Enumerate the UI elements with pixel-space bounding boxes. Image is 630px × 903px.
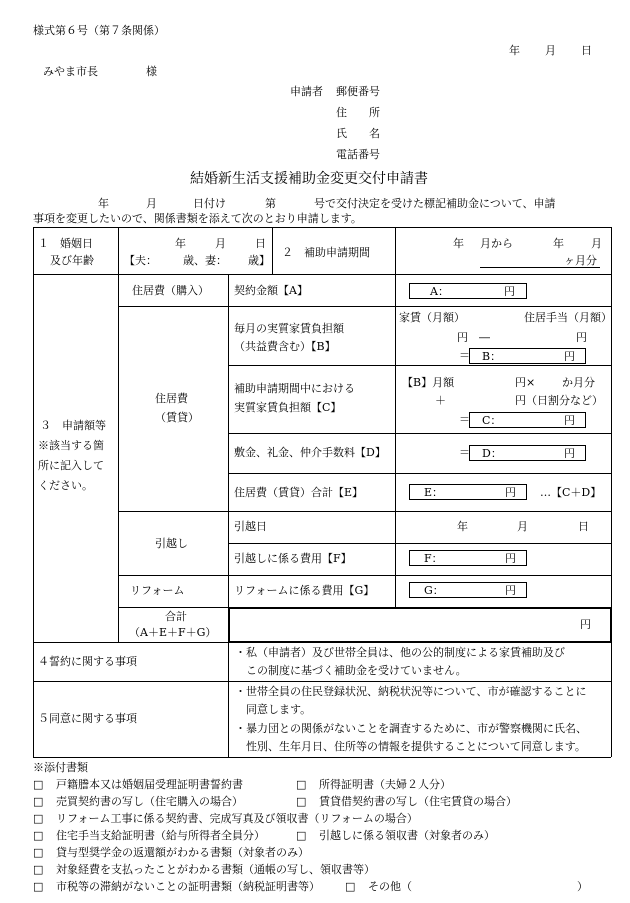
marriage-label-age: 及び年齢 bbox=[50, 254, 94, 267]
attachment-income-certificate: 所得証明書（夫婦２人分） bbox=[319, 778, 451, 791]
rent-category-sub: （賃貸） bbox=[155, 411, 199, 424]
attachment-other: その他（ bbox=[368, 880, 412, 893]
b-eq: ＝ bbox=[459, 349, 470, 362]
intro-number-prefix: 第 bbox=[265, 197, 276, 210]
date-month-unit: 月 bbox=[545, 44, 556, 57]
section3-note1: ※該当する箇 bbox=[38, 439, 104, 452]
consent-line2: 同意します。 bbox=[246, 703, 312, 716]
document-title: 結婚新生活支援補助金変更交付申請書 bbox=[190, 171, 428, 187]
box-a[interactable] bbox=[409, 283, 527, 299]
b-item-sub: （共益費含む）【B】 bbox=[234, 340, 336, 353]
box-g[interactable] bbox=[409, 582, 527, 598]
intro-line1-text: 号で交付決定を受けた標記補助金について、申請 bbox=[314, 197, 556, 210]
attachment-moving-receipt: 引越しに係る領収書（対象者のみ） bbox=[319, 829, 495, 842]
section3-label: ３ 申請額等 bbox=[40, 419, 106, 432]
checkbox[interactable]: □ bbox=[296, 778, 307, 791]
addressee-suffix: 様 bbox=[146, 65, 157, 78]
marriage-month-unit: 月 bbox=[215, 237, 226, 250]
applicant-label: 申請者 bbox=[290, 85, 323, 98]
period-to-month: 月 bbox=[591, 237, 602, 250]
applicant-phone-label: 電話番号 bbox=[336, 148, 380, 161]
moving-category: 引越し bbox=[155, 537, 188, 550]
checkbox[interactable]: □ bbox=[33, 863, 44, 876]
consent-line1: ・世帯全員の住民登録状況、納税状況等について、市が確認することに bbox=[235, 685, 587, 698]
b-header-rent: 家賃（月額） bbox=[399, 311, 465, 324]
box-d-unit: 円 bbox=[564, 447, 575, 460]
intro-line2: 事項を変更したいので、関係書類を添えて次のとおり申請します。 bbox=[33, 212, 362, 225]
moving-year-unit: 年 bbox=[457, 520, 468, 533]
attachment-other-close: ） bbox=[577, 880, 588, 893]
box-a-unit: 円 bbox=[504, 285, 515, 298]
checkbox[interactable]: □ bbox=[33, 880, 44, 893]
period-label: ２ 補助申請期間 bbox=[282, 246, 370, 259]
purchase-item: 契約金額【A】 bbox=[234, 284, 308, 297]
box-b[interactable] bbox=[469, 348, 586, 364]
b-calc-allowance: 円 bbox=[576, 331, 587, 344]
c-calc-b: 【B】月額 bbox=[402, 376, 455, 389]
box-e-unit: 円 bbox=[505, 486, 516, 499]
date-year-unit: 年 bbox=[509, 44, 520, 57]
rent-category: 住居費 bbox=[155, 392, 188, 405]
addressee: みやま市長 bbox=[43, 65, 98, 78]
box-d-label: D： bbox=[482, 447, 502, 460]
intro-date: 日付け bbox=[193, 197, 226, 210]
b-calc-rent: 円 ― bbox=[457, 331, 490, 344]
marriage-year-unit: 年 bbox=[175, 237, 186, 250]
f-item: 引越しに係る費用【F】 bbox=[234, 552, 352, 565]
checkbox[interactable]: □ bbox=[296, 795, 307, 808]
age-end: 歳】 bbox=[248, 254, 270, 267]
box-b-label: B： bbox=[482, 350, 502, 363]
c-calc-plus: ＋ bbox=[435, 394, 446, 407]
total-amount-field[interactable] bbox=[228, 607, 612, 643]
intro-year: 年 bbox=[98, 197, 109, 210]
b-item: 毎月の実質家賃負担額 bbox=[234, 322, 344, 335]
c-item: 補助申請期間中における bbox=[234, 382, 355, 395]
moving-date-item: 引越日 bbox=[234, 520, 267, 533]
consent-label: ５同意に関する事項 bbox=[38, 712, 137, 725]
box-f[interactable] bbox=[409, 550, 527, 566]
checkbox[interactable]: □ bbox=[33, 812, 44, 825]
box-g-unit: 円 bbox=[505, 584, 516, 597]
box-c-unit: 円 bbox=[564, 414, 575, 427]
period-from-month: 月から bbox=[480, 237, 513, 250]
box-c-label: C： bbox=[482, 414, 502, 427]
box-e-label: E： bbox=[424, 486, 444, 499]
consent-line4: 性別、生年月日、住所等の情報を提供することについて同意します。 bbox=[246, 740, 586, 753]
checkbox[interactable]: □ bbox=[33, 829, 44, 842]
box-c[interactable] bbox=[469, 412, 586, 428]
period-to-year: 年 bbox=[553, 237, 564, 250]
attachment-lease-contract: 賃貸借契約書の写し（住宅賃貸の場合） bbox=[319, 795, 517, 808]
age-husband-label[interactable]: 【夫： bbox=[124, 254, 157, 267]
moving-day-unit: 日 bbox=[578, 520, 589, 533]
total-label: 合計 bbox=[165, 610, 187, 623]
marriage-day-unit: 日 bbox=[255, 237, 266, 250]
consent-line3: ・暴力団との関係がないことを調査するために、市が警察機関に氏名、 bbox=[235, 722, 587, 735]
b-header-allowance: 住居手当（月額） bbox=[524, 311, 612, 324]
total-formula: （A＋E＋F＋G） bbox=[129, 626, 217, 639]
g-item: リフォームに係る費用【G】 bbox=[234, 584, 375, 597]
attachment-scholarship: 貸与型奨学金の返還額がわかる書類（対象者のみ） bbox=[56, 846, 309, 859]
applicant-address-label: 住 所 bbox=[336, 106, 380, 119]
attachment-tax-certificate: 市税等の滞納がないことの証明書類（納税証明書等） bbox=[56, 880, 320, 893]
attachment-housing-allowance: 住宅手当支給証明書（給与所得者全員分） bbox=[56, 829, 265, 842]
attachment-reform-contract: リフォーム工事に係る契約書、完成写真及び領収書（リフォームの場合） bbox=[56, 812, 418, 825]
box-f-label: F： bbox=[424, 552, 443, 565]
box-f-unit: 円 bbox=[505, 552, 516, 565]
section3-note2: 所に記入して bbox=[38, 459, 104, 472]
age-wife-label[interactable]: 歳、妻： bbox=[183, 254, 227, 267]
c-calc-yen: 円× bbox=[515, 376, 536, 389]
c-item-sub: 実質家賃負担額【C】 bbox=[234, 401, 342, 414]
pledge-line2: この制度に基づく補助金を受けていません。 bbox=[246, 664, 467, 677]
total-unit: 円 bbox=[580, 618, 591, 631]
checkbox[interactable]: □ bbox=[33, 846, 44, 859]
checkbox[interactable]: □ bbox=[33, 778, 44, 791]
purchase-category: 住居費（購入） bbox=[132, 284, 209, 297]
pledge-label: ４誓約に関する事項 bbox=[38, 655, 137, 668]
e-item: 住居費（賃貸）合計【E】 bbox=[234, 486, 364, 499]
attachments-heading: ※添付書類 bbox=[33, 761, 88, 774]
e-note: …【C＋D】 bbox=[540, 486, 602, 499]
pledge-line1: ・私（申請者）及び世帯全員は、他の公的制度による家賃補助及び bbox=[235, 646, 565, 659]
box-b-unit: 円 bbox=[564, 350, 575, 363]
marriage-label: １ 婚姻日 bbox=[38, 237, 93, 250]
attachment-sales-contract: 売買契約書の写し（住宅購入の場合） bbox=[56, 795, 243, 808]
period-months[interactable]: ヶ月分 bbox=[564, 254, 597, 267]
box-d[interactable] bbox=[469, 445, 586, 461]
box-g-label: G： bbox=[424, 584, 444, 597]
c-calc-months: か月分 bbox=[562, 376, 595, 389]
attachment-family-register: 戸籍謄本又は婚姻届受理証明書誓約書 bbox=[56, 778, 243, 791]
applicant-name-label: 氏 名 bbox=[336, 127, 380, 140]
d-eq: ＝ bbox=[459, 446, 470, 459]
date-day-unit: 日 bbox=[581, 44, 592, 57]
attachment-payment-proof: 対象経費を支払ったことがわかる書類（通帳の写し、領収書等） bbox=[56, 863, 375, 876]
form-number: 様式第６号（第７条関係） bbox=[33, 24, 165, 37]
intro-month: 月 bbox=[146, 197, 157, 210]
box-e[interactable] bbox=[409, 484, 527, 500]
c-eq: ＝ bbox=[459, 413, 470, 426]
applicant-postal-label: 郵便番号 bbox=[336, 85, 380, 98]
reform-category: リフォーム bbox=[130, 584, 185, 597]
checkbox[interactable]: □ bbox=[296, 829, 307, 842]
c-calc-daily: 円（日割分など） bbox=[515, 394, 603, 407]
period-from-year: 年 bbox=[453, 237, 464, 250]
checkbox[interactable]: □ bbox=[345, 880, 356, 893]
moving-month-unit: 月 bbox=[517, 520, 528, 533]
section3-note3: ください。 bbox=[38, 479, 93, 492]
box-a-label: A： bbox=[430, 285, 449, 298]
checkbox[interactable]: □ bbox=[33, 795, 44, 808]
d-item: 敷金、礼金、仲介手数料【D】 bbox=[234, 446, 386, 459]
